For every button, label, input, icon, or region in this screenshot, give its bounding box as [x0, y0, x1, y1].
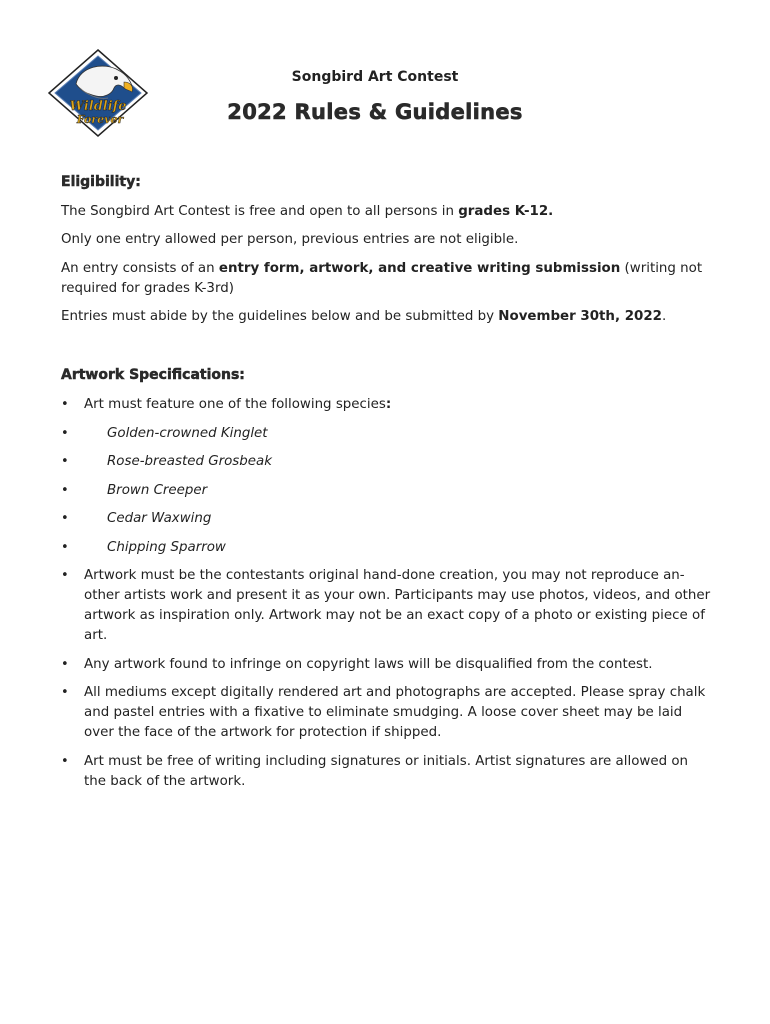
species-item: • Golden-crowned Kinglet — [61, 424, 711, 444]
eligibility-paragraph-2: Only one entry allowed per person, previous entries are not eligible. — [61, 232, 519, 247]
artwork-specifications-heading: Artwork Specifications: — [61, 367, 245, 383]
contest-name: Songbird Art Contest — [291, 69, 459, 85]
list-item: • All mediums except digitally rendered art and photographs are accepted. Please spray chalk and pastel entries with a fixative to eliminate smudging. A loose cover sheet may be laid over the face of the artwork for protection if shipped. — [61, 683, 711, 743]
wildlife-forever-logo — [46, 48, 150, 138]
svg-text:Forever: Forever — [76, 113, 124, 126]
eligibility-heading: Eligibility: — [61, 174, 141, 190]
eligibility-paragraph-4: Entries must abide by the guidelines below and be submitted by November 30th, 2022. — [61, 309, 667, 324]
list-item: • Any artwork found to infringe on copyright laws will be disqualified from the contest. — [61, 655, 711, 675]
eligibility-paragraph-1: The Songbird Art Contest is free and open to all persons in grades K-12. — [61, 204, 554, 219]
species-item: • Rose-breasted Grosbeak — [61, 452, 711, 472]
svg-text:Wildlife: Wildlife — [69, 99, 127, 114]
list-item: • Art must feature one of the following species: — [61, 395, 711, 415]
species-item: • Cedar Waxwing — [61, 509, 711, 529]
eligibility-paragraph-3: An entry consists of an entry form, artwork, and creative writing submission (writing not required for grades K-3rd) — [61, 261, 703, 296]
list-item: • Art must be free of writing including signatures or initials. Artist signatures are allowed on the back of the artwork. — [61, 752, 711, 792]
species-item: • Chipping Sparrow — [61, 538, 711, 558]
list-item: • Artwork must be the contestants original hand-done creation, you may not reproduce an-other artists work and present it as your own. Participants may use photos, videos, and other artwork as inspiration only. Artwork may not be an exact copy of a photo or existing piece of art. — [61, 566, 711, 646]
artwork-specifications-list — [61, 395, 711, 800]
page-title: 2022 Rules & Guidelines — [227, 100, 523, 124]
species-item: • Brown Creeper — [61, 481, 711, 501]
